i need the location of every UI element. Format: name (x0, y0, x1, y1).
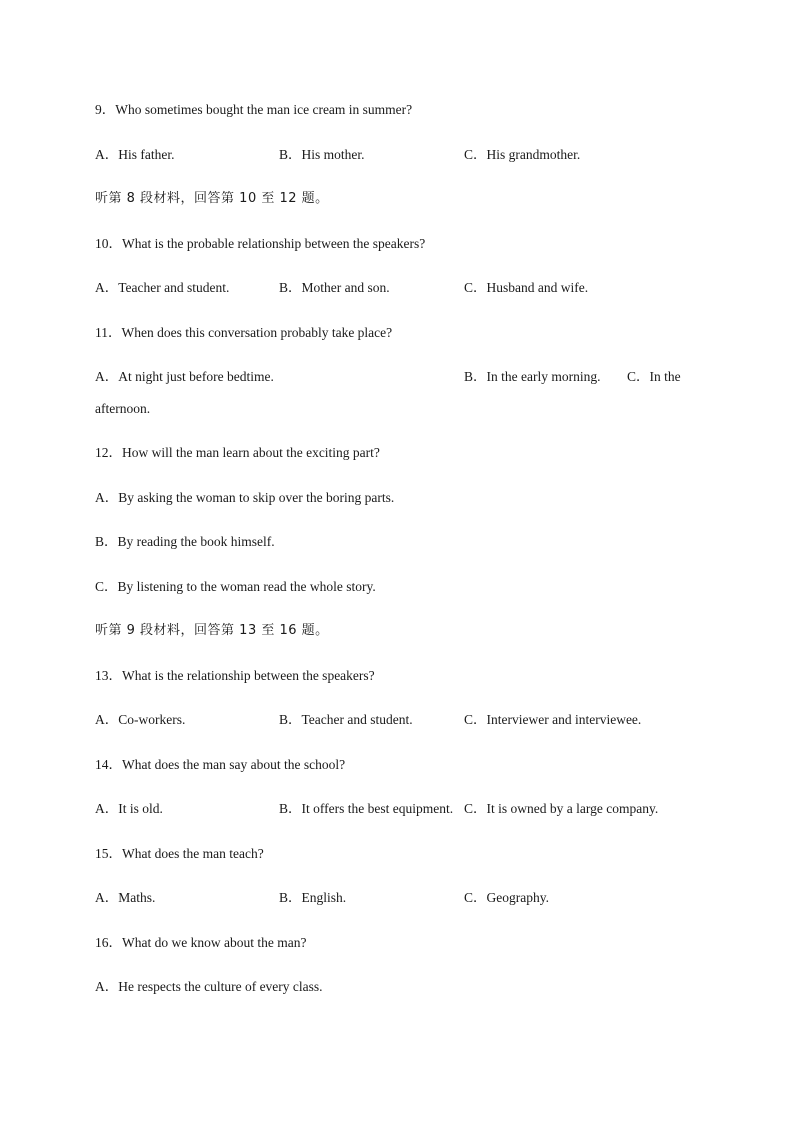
question-13-option-c: C．Interviewer and interviewee. (464, 712, 642, 727)
question-12-option-a: A．By asking the woman to skip over the boring parts. (95, 490, 395, 505)
question-11-stem: 11．When does this conversation probably take place? (95, 325, 393, 340)
question-13-option-a: A．Co-workers. (95, 712, 186, 727)
question-15-option-c: C．Geography. (464, 890, 549, 905)
question-11-option-a: A．At night just before bedtime. (95, 369, 274, 384)
question-9-option-a: A．His father. (95, 147, 175, 162)
question-16-stem: 16．What do we know about the man? (95, 935, 307, 950)
question-14-option-b: B．It offers the best equipment. (279, 801, 454, 816)
question-13-stem: 13．What is the relationship between the speakers? (95, 668, 375, 683)
question-10-stem: 10．What is the probable relationship between the speakers? (95, 236, 426, 251)
question-9-option-c: C．His grandmother. (464, 147, 581, 162)
section-9-instruction: 听第 9 段材料，回答第 13 至 16 题。 (95, 623, 329, 638)
question-15-stem: 15．What does the man teach? (95, 846, 264, 861)
question-13-option-b: B．Teacher and student. (279, 712, 413, 727)
question-11-option-c: C．In the (627, 369, 681, 384)
question-16-option-a: A．He respects the culture of every class. (95, 979, 323, 994)
question-12-option-c: C．By listening to the woman read the whole story. (95, 579, 376, 594)
question-12-stem: 12．How will the man learn about the exciting part? (95, 445, 380, 460)
question-10-option-a: A．Teacher and student. (95, 280, 230, 295)
question-11-option-b: B．In the early morning. (464, 369, 601, 384)
question-12-option-b: B．By reading the book himself. (95, 534, 275, 549)
question-14-stem: 14．What does the man say about the school? (95, 757, 346, 772)
question-10-option-c: C．Husband and wife. (464, 280, 589, 295)
question-15-option-b: B．English. (279, 890, 347, 905)
question-9-stem: 9．Who sometimes bought the man ice cream in summer? (95, 102, 413, 117)
question-14-option-a: A．It is old. (95, 801, 163, 816)
question-10-option-b: B．Mother and son. (279, 280, 390, 295)
question-11-option-c-continued: afternoon. (95, 401, 151, 416)
question-9-option-b: B．His mother. (279, 147, 365, 162)
section-8-instruction: 听第 8 段材料，回答第 10 至 12 题。 (95, 191, 329, 206)
question-14-option-c: C．It is owned by a large company. (464, 801, 659, 816)
question-15-option-a: A．Maths. (95, 890, 156, 905)
